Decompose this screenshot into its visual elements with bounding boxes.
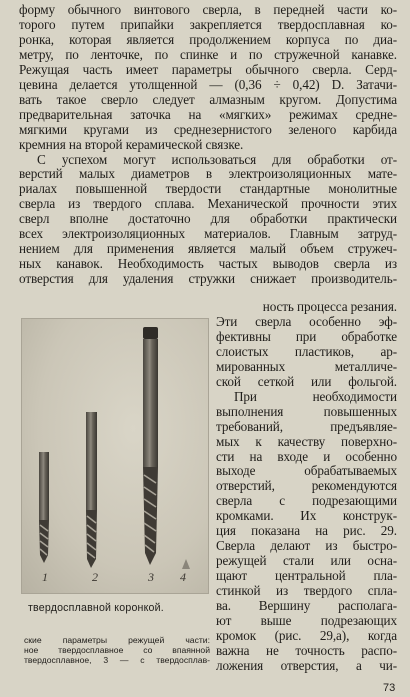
text-line: сти на входе и особенно — [216, 449, 397, 464]
text-line: цевина делается утолщенной — (0,36 ÷ 0,42) D. Затачи- — [19, 77, 397, 92]
text-line: мированных металличе- — [216, 359, 397, 374]
text-line: сверла с подрезающими — [216, 494, 397, 509]
text-line: ской сеткой или фольгой. — [216, 374, 397, 389]
text-line: нением для применения является малый объем стружеч- — [19, 242, 397, 257]
text-line: ют выше подрезающих — [216, 614, 397, 629]
text-line: ция показана на рис. 29. — [216, 524, 397, 539]
figure-caption — [24, 635, 210, 665]
drill-3 — [143, 327, 158, 565]
text-line: вать такое сверло следует алмазным кругом. Допустима — [19, 92, 397, 107]
text-line: слоистых пластиков, ар- — [216, 344, 397, 359]
text-line: сверла из твердого сплава. Механической прочности этих — [19, 197, 397, 212]
text-line: всех электроизоляционных материалов. Главным затруд- — [19, 227, 397, 242]
text-line: торого путем припайки закрепляется твердосплавная ко- — [19, 17, 397, 32]
text-line: ных канавок. Необходимость частых выводов сверла из — [19, 257, 397, 272]
text-line: форму обычного винтового сверла, в передней части ко- — [19, 3, 397, 17]
drills-illustration — [22, 319, 210, 595]
text-line: щают центральной пла- — [216, 569, 397, 584]
text-line: С успехом могут использоваться для обработки от- — [37, 152, 397, 167]
text-line: фективны при обработке — [216, 329, 397, 344]
drill-1 — [39, 452, 49, 563]
figure-caption-title: твердосплавной коронкой. — [28, 602, 164, 614]
figure-label-1: 1 — [42, 570, 48, 584]
drills-photo — [21, 318, 209, 594]
caption-line: ное твердосплавное со впаянной — [24, 645, 210, 655]
text-line: режущей стали или осна- — [216, 554, 397, 569]
figure-label-4: 4 — [180, 570, 186, 584]
text-line: стинкой из твердого спла- — [216, 584, 397, 599]
text-line: При необходимости — [234, 389, 397, 404]
text-line: мых к качеству поверхно- — [216, 434, 397, 449]
side-text-block — [216, 300, 397, 674]
text-line: мягкими кругами из среднезернистого зеленого карбида — [19, 122, 397, 137]
main-text-block — [19, 3, 397, 287]
text-line: выполнения повышенных — [216, 404, 397, 419]
drill-4 — [182, 559, 190, 569]
text-line: метру, по ленточке, по спинке и по стружечной канавке. — [19, 47, 397, 62]
text-line: Режущая часть имеет параметры обычного сверла. Серд- — [19, 62, 397, 77]
caption-line: твердосплавное, 3 — с твердосплав- — [24, 655, 210, 665]
text-line: кремния на второй керамической связке. — [19, 137, 244, 152]
figure-label-2: 2 — [92, 570, 98, 584]
text-line: ронка, которая является продолжением корпуса по диа- — [19, 32, 397, 47]
page-number: 73 — [383, 682, 396, 694]
drill-2 — [86, 412, 97, 568]
text-line: отверстия для удаления стружки снижает производитель- — [19, 272, 397, 287]
text-line: ность процесса резания. — [262, 300, 397, 314]
text-line: верстий малых диаметров в электроизоляционных мате- — [19, 167, 397, 182]
text-line: Сверла делают из быстро- — [216, 539, 397, 554]
text-line: отверстий, рекомендуются — [216, 479, 397, 494]
text-line: выходе обрабатываемых — [216, 464, 397, 479]
text-line: требований, предъявляе- — [216, 419, 397, 434]
text-line: ва. Вершину располага- — [216, 599, 397, 614]
text-line: кромок (рис. 29,а), когда — [216, 628, 397, 643]
text-line: Эти сверла особенно эф- — [216, 314, 397, 329]
text-line: предварительная заточка на «мягких» режимах средне- — [19, 107, 397, 122]
caption-line: ские параметры режущей части: — [24, 635, 210, 645]
figure-label-3: 3 — [148, 570, 154, 584]
text-line: важна не точность распо- — [216, 643, 397, 658]
text-line: сверл вполне достаточно для обработки практически — [19, 212, 397, 227]
text-line: риалах повышенной твердости стандартные монолитные — [19, 182, 397, 197]
text-line: кромками. Их конструк- — [216, 509, 397, 524]
text-line: ложения отверстия, а чи- — [216, 658, 397, 673]
